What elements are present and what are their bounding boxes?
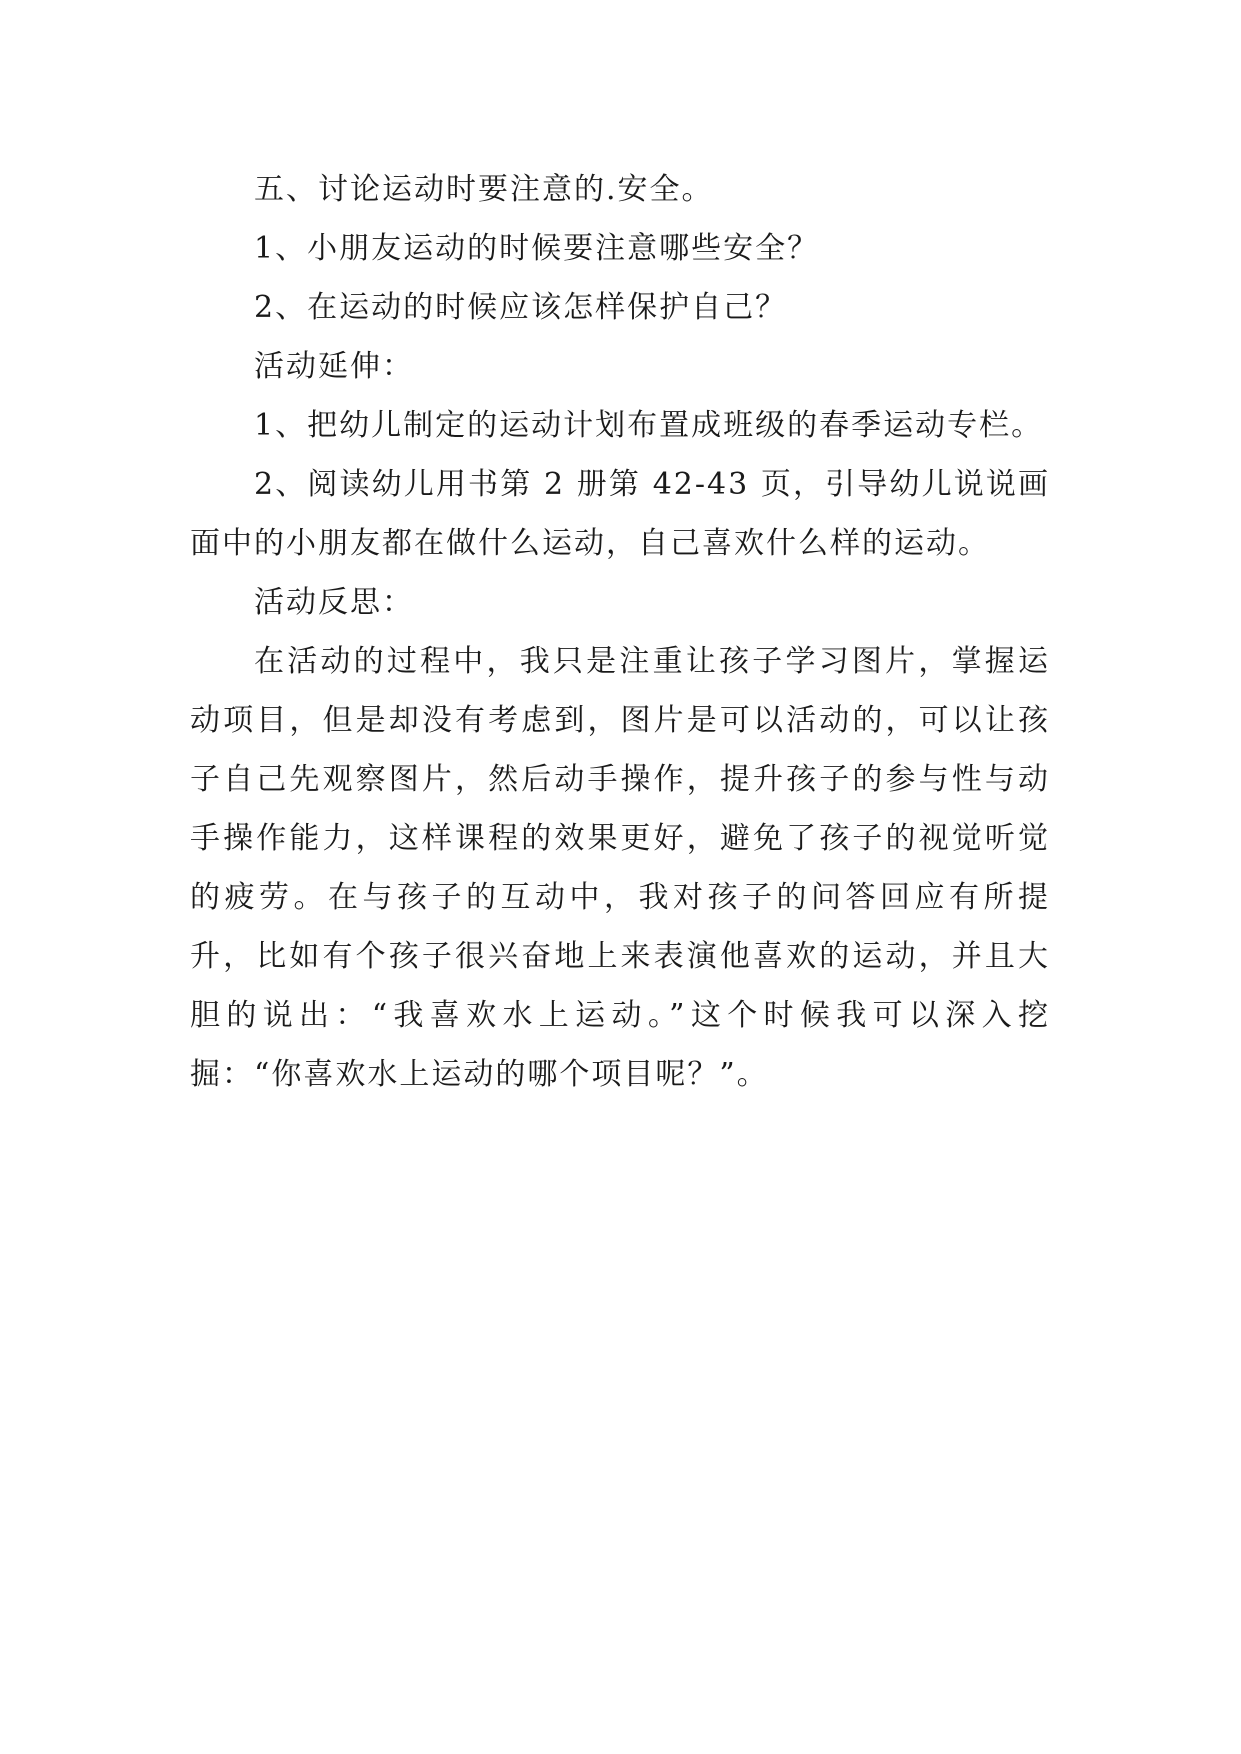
reflection-paragraph: 在活动的过程中，我只是注重让孩子学习图片，掌握运动项目，但是却没有考虑到，图片是可以活动的，可以让孩子自己先观察图片，然后动手操作，提升孩子的参与性与动手操作能力，这样课程的效果更好，避免了孩子的视觉听觉的疲劳。在与孩子的互动中，我对孩子的问答回应有所提升，比如有个孩子很兴奋地上来表演他喜欢的运动，并且大胆的说出：“我喜欢水上运动。”这个时候我可以深入挖掘：“你喜欢水上运动的哪个项目呢？”。: [190, 644, 1050, 1092]
list-item-extension-2: 2、阅读幼儿用书第 2 册第 42-43 页，引导幼儿说说画面中的小朋友都在做什么运动，自己喜欢什么样的运动。: [190, 467, 1050, 561]
document-body: [190, 160, 1050, 1104]
section-heading-extension: 活动延伸：: [254, 349, 414, 384]
section-heading-reflection: 活动反思：: [254, 585, 414, 620]
list-item-safety-2: 2、在运动的时候应该怎样保护自己？: [254, 290, 788, 325]
section-heading-safety: 五、讨论运动时要注意的.安全。: [254, 172, 714, 207]
list-item-extension-1: 1、把幼儿制定的运动计划布置成班级的春季运动专栏。: [254, 408, 1044, 443]
list-item-safety-1: 1、小朋友运动的时候要注意哪些安全？: [254, 231, 820, 266]
